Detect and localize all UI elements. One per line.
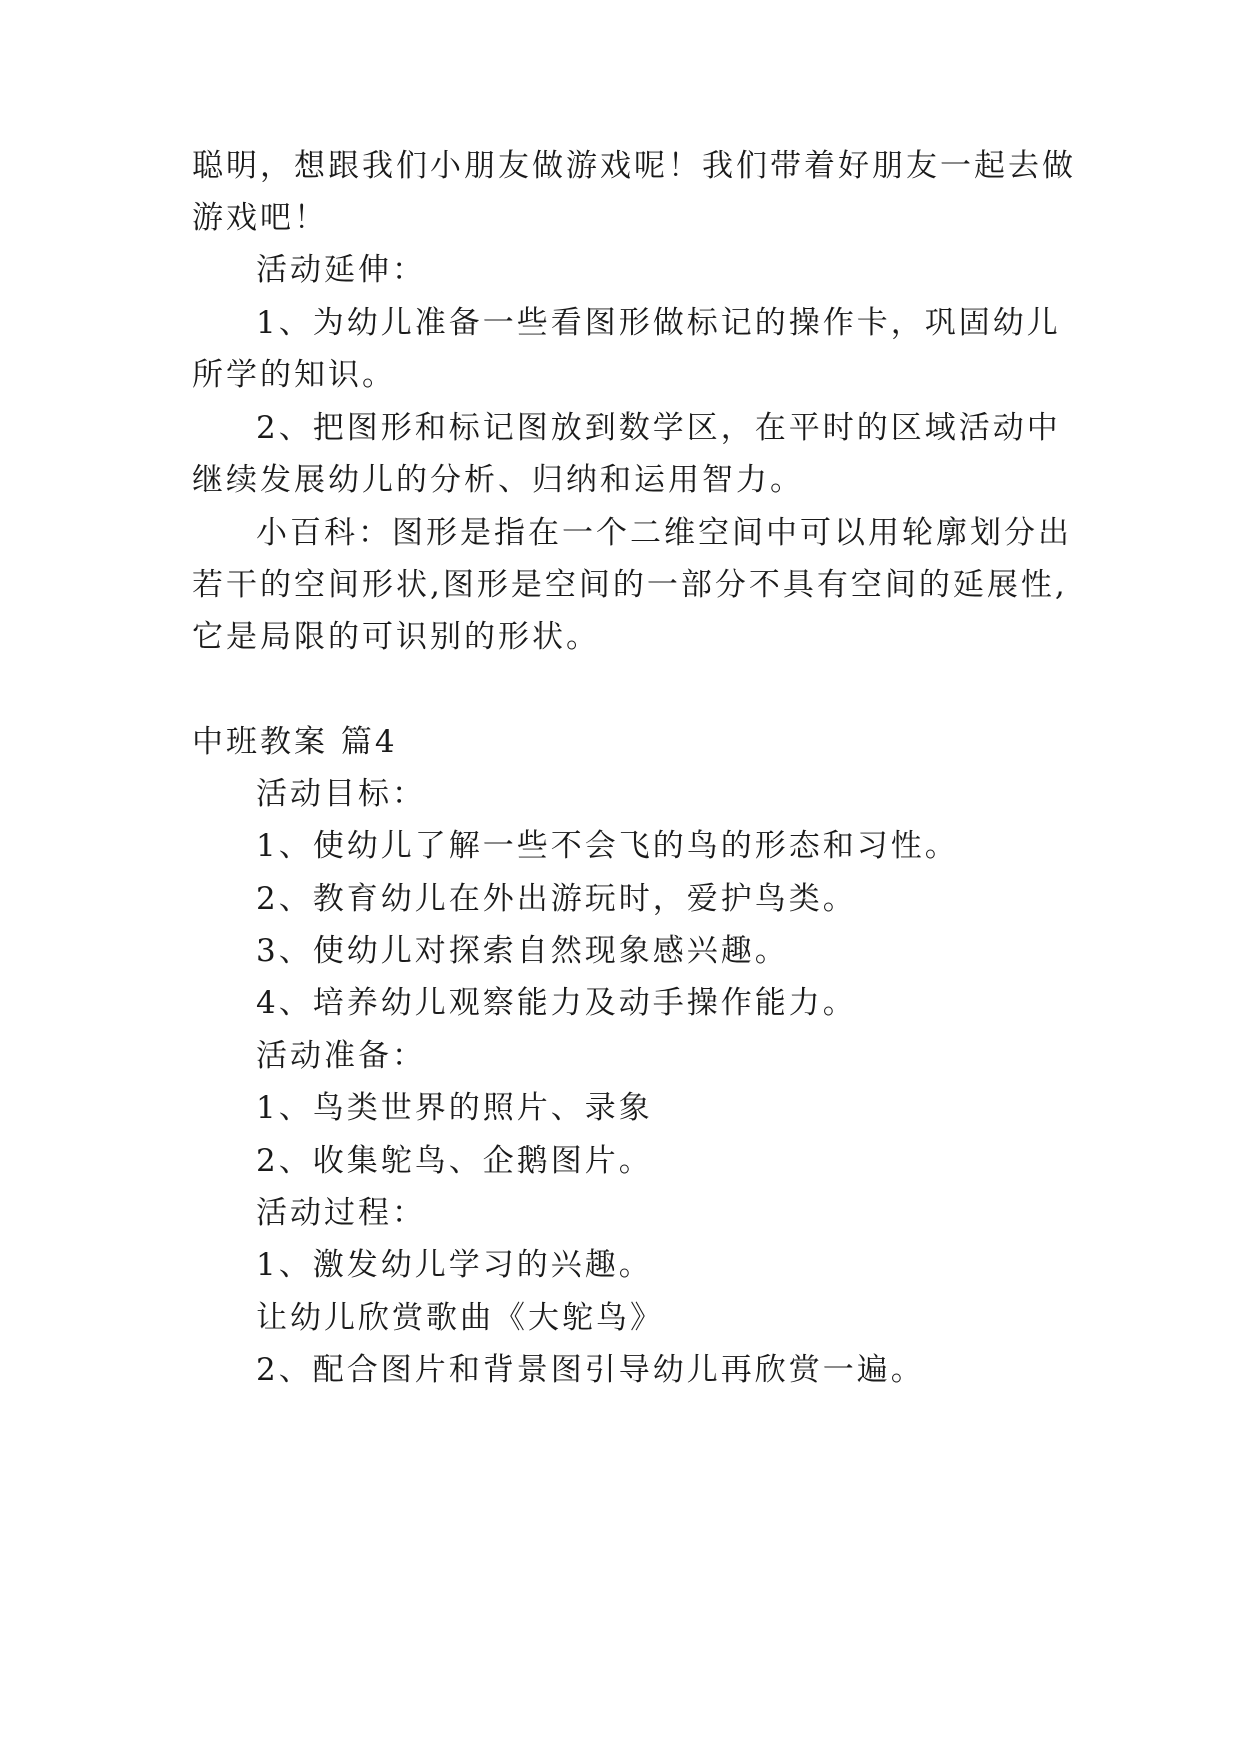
list-item: 1、激发幼儿学习的兴趣。 [256, 1247, 653, 1283]
list-item: 2、教育幼儿在外出游玩时，爱护鸟类。 [256, 881, 857, 917]
list-item-continuation: 所学的知识。 [192, 357, 396, 393]
paragraph-line: 游戏吧！ [192, 200, 328, 236]
list-item: 1、为幼儿准备一些看图形做标记的操作卡，巩固幼儿 [256, 305, 1061, 341]
list-item: 1、鸟类世界的照片、录象 [256, 1090, 653, 1126]
list-item: 2、配合图片和背景图引导幼儿再欣赏一遍。 [256, 1352, 925, 1388]
list-item: 4、培养幼儿观察能力及动手操作能力。 [256, 985, 857, 1021]
section-title: 中班教案 篇4 [192, 724, 398, 760]
section-heading: 活动延伸： [256, 252, 426, 288]
list-item: 2、把图形和标记图放到数学区，在平时的区域活动中 [256, 410, 1061, 446]
section-heading: 活动准备： [256, 1038, 426, 1074]
section-heading: 活动目标： [256, 776, 426, 812]
section-heading: 活动过程： [256, 1195, 426, 1231]
paragraph-line: 聪明，想跟我们小朋友做游戏呢！我们带着好朋友一起去做 [192, 148, 1076, 184]
list-item-continuation: 继续发展幼儿的分析、归纳和运用智力。 [192, 462, 804, 498]
list-item: 3、使幼儿对探索自然现象感兴趣。 [256, 933, 789, 969]
paragraph-line: 若干的空间形状,图形是空间的一部分不具有空间的延展性, [192, 567, 1068, 603]
paragraph-line: 它是局限的可识别的形状。 [192, 619, 600, 655]
list-item: 2、收集鸵鸟、企鹅图片。 [256, 1143, 653, 1179]
paragraph-line: 让幼儿欣赏歌曲《大鸵鸟》 [256, 1300, 664, 1336]
list-item: 1、使幼儿了解一些不会飞的鸟的形态和习性。 [256, 828, 959, 864]
paragraph-line: 小百科：图形是指在一个二维空间中可以用轮廓划分出 [256, 515, 1072, 551]
